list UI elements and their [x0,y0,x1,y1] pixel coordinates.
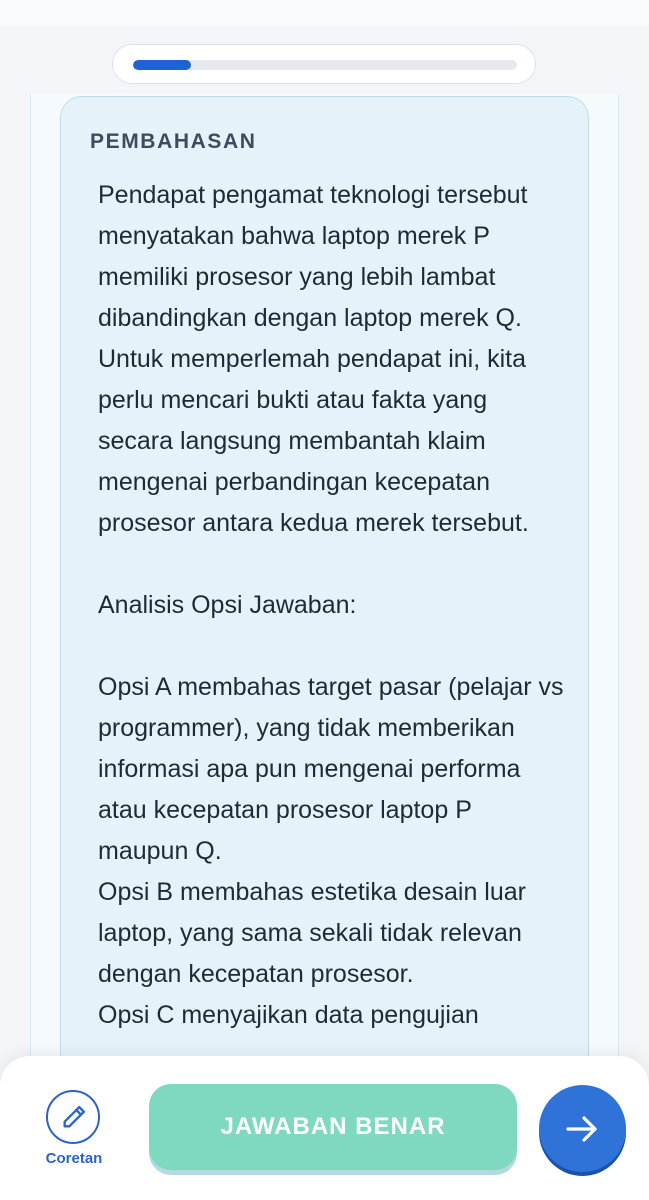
scratch-button[interactable] [38,1090,110,1170]
progress-indicator [112,44,536,84]
explanation-paragraph: Pendapat pengamat teknologi tersebut menyatakan bahwa laptop merek P memiliki prosesor yang lebih lambat dibandingkan dengan laptop merek Q. Untuk memperlemah pendapat ini, kita perlu mencari bukti atau fakta yang secara langsung membantah klaim mengenai perbandingan kecepatan prosesor antara kedua merek tersebut. [98,181,529,537]
analysis-heading: Analisis Opsi Jawaban: [98,591,357,619]
top-strip [0,0,649,26]
answer-correct-button[interactable] [149,1084,517,1170]
explanation-card[interactable] [60,96,589,1096]
next-button[interactable] [539,1085,626,1172]
pencil-icon [60,1103,88,1131]
scratch-label: Coretan [45,1150,103,1167]
explanation-heading: PEMBAHASAN [90,130,257,153]
progress-track [133,60,517,70]
arrow-right-icon [565,1113,599,1145]
option-b-analysis: Opsi B membahas estetika desain luar laptop, yang sama sekali tidak relevan dengan kecepatan prosesor. [98,878,526,988]
option-a-analysis: Opsi A membahas target pasar (pelajar vs programmer), yang tidak memberikan informasi apa pun mengenai performa atau kecepatan prosesor laptop P maupun Q. [98,673,564,865]
answer-button-label: JAWABAN BENAR [220,1113,446,1140]
explanation-body [98,175,568,1036]
option-c-analysis: Opsi C menyajikan data pengujian [98,1001,479,1029]
scratch-icon-circle[interactable] [46,1090,100,1144]
progress-fill [133,60,191,70]
